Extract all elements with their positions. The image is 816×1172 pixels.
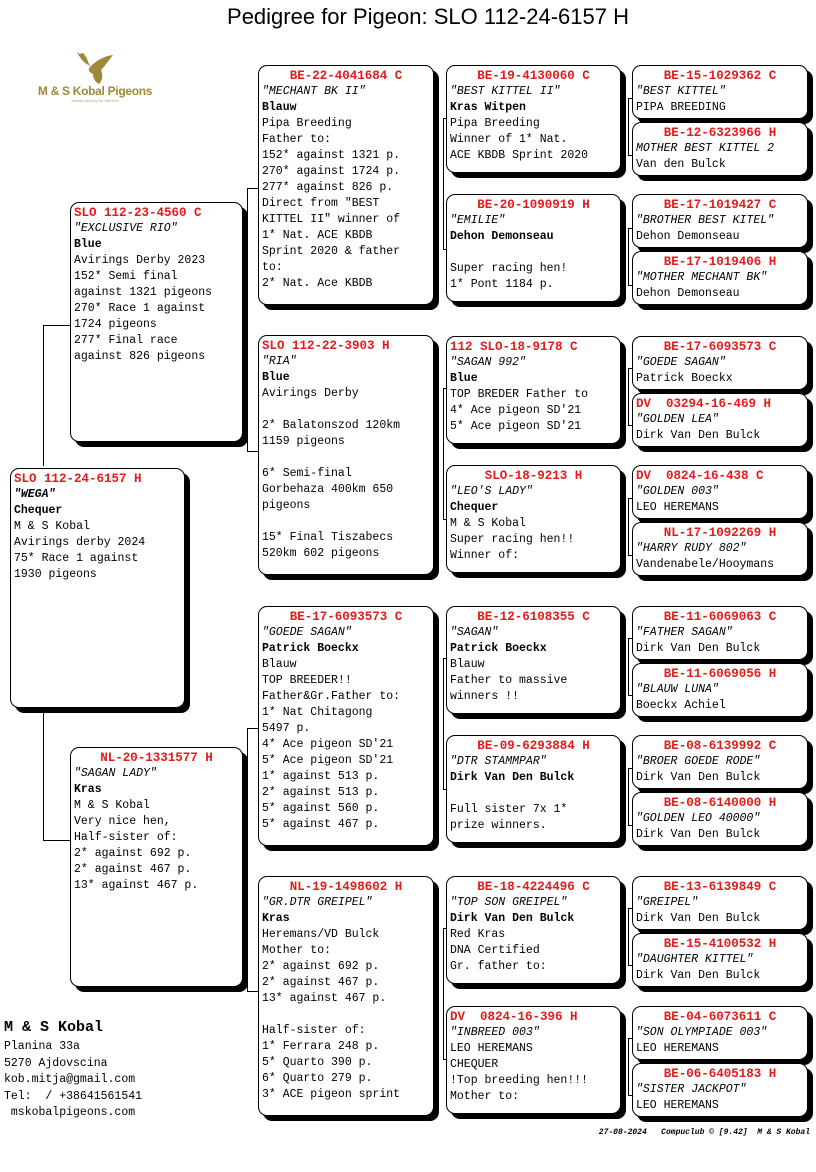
- ring-number: BE-09-6293884 H: [477, 739, 590, 753]
- info-line: 520km 602 pigeons: [262, 547, 380, 560]
- pigeon-color: Kras: [74, 783, 102, 796]
- pigeon-card-gg-grandparent[interactable]: [632, 465, 808, 519]
- info-line: M & S Kobal: [14, 520, 90, 533]
- pigeon-name: "GOLDEN LEA": [636, 413, 719, 426]
- pigeon-color: Chequer: [450, 501, 499, 514]
- pigeon-name: "TOP SON GREIPEL": [450, 896, 568, 909]
- ring-number: BE-15-4100532 H: [663, 937, 777, 951]
- pigeon-breeder: Patrick Boeckx: [636, 372, 733, 385]
- owner-address: [4, 1017, 142, 1122]
- info-line: [262, 514, 430, 530]
- pigeon-card-gg-grandparent[interactable]: [632, 933, 808, 987]
- address-line: 5270 Ajdovscina: [4, 1056, 108, 1070]
- info-line: TOP BREEDER!!: [262, 674, 352, 687]
- info-line: 277* against 826 p.: [262, 181, 394, 194]
- ring-number: BE-11-6069056 H: [663, 667, 777, 681]
- pigeon-name: "GREIPEL": [636, 896, 699, 909]
- info-line: Half-sister of:: [262, 1024, 366, 1037]
- pigeon-name: "EXCLUSIVE RIO": [74, 222, 178, 235]
- info-line: 5* against 467 p.: [262, 818, 380, 831]
- info-line: TOP BREDER Father to: [450, 388, 589, 401]
- pigeon-card-gg-grandparent[interactable]: [632, 1063, 808, 1117]
- pigeon-breeder: Dehon Demonseau: [450, 230, 554, 243]
- pigeon-breeder: Patrick Boeckx: [262, 642, 359, 655]
- pigeon-card-granddam-maternal[interactable]: [258, 876, 434, 1116]
- info-line: 152* Semi final: [74, 270, 178, 283]
- info-line: Winner of 1* Nat.: [450, 133, 568, 146]
- info-line: prize winners.: [450, 819, 547, 832]
- info-line: Full sister 7x 1*: [450, 803, 568, 816]
- info-line: 2* against 467 p.: [262, 976, 380, 989]
- pigeon-card-gg-grandparent[interactable]: [632, 336, 808, 390]
- pigeon-breeder: LEO HEREMANS: [636, 1099, 719, 1112]
- pigeon-breeder: LEO HEREMANS: [450, 1042, 533, 1055]
- dove-icon: [73, 52, 117, 86]
- pigeon-breeder: Dirk Van Den Bulck: [636, 912, 761, 925]
- info-line: [262, 450, 430, 466]
- logo-brand: M & S Kobal Pigeons: [37, 84, 153, 98]
- pigeon-breeder: Patrick Boeckx: [450, 642, 547, 655]
- pigeon-name: "WEGA": [14, 488, 56, 501]
- pigeon-card-great-grandparent[interactable]: [446, 606, 621, 714]
- ring-number: BE-08-6140000 H: [663, 796, 777, 810]
- pigeon-card-grandsire-maternal[interactable]: [258, 606, 434, 846]
- info-line: Father to massive: [450, 674, 568, 687]
- pigeon-card-great-grandparent[interactable]: [446, 735, 621, 843]
- pigeon-name: "SAGAN LADY": [74, 767, 157, 780]
- info-line: 2* against 692 p.: [262, 960, 380, 973]
- pigeon-breeder: Van den Bulck: [636, 158, 726, 171]
- pigeon-name: "HARRY RUDY 802": [636, 542, 747, 555]
- pigeon-name: "MOTHER MECHANT BK": [636, 271, 768, 284]
- pigeon-name: "GOLDEN 003": [636, 485, 719, 498]
- ring-number: 112 SLO-18-9178 C: [450, 340, 578, 354]
- owner-name: M & S Kobal: [4, 1019, 104, 1036]
- pigeon-breeder: Dirk Van Den Bulck: [636, 969, 761, 982]
- ring-number: DV 0824-16-438 C: [636, 469, 764, 483]
- pigeon-card-gg-grandparent[interactable]: [632, 251, 808, 305]
- info-line: 2* Balatonszod 120km: [262, 419, 401, 432]
- info-line: DNA Certified: [450, 944, 540, 957]
- info-line: ACE KBDB Sprint 2020: [450, 149, 589, 162]
- info-line: Winner of:: [450, 549, 520, 562]
- pigeon-card-sire[interactable]: [70, 202, 243, 442]
- info-line: 1* Ferrara 248 p.: [262, 1040, 380, 1053]
- pigeon-card-grandsire-paternal[interactable]: [258, 65, 434, 305]
- ring-number: BE-18-4224496 C: [477, 880, 590, 894]
- pigeon-card-gg-grandparent[interactable]: [632, 122, 808, 176]
- info-line: Pipa Breeding: [262, 117, 352, 130]
- info-line: 2* against 692 p.: [74, 847, 192, 860]
- info-line: Father to:: [262, 133, 332, 146]
- pigeon-color: Blue: [262, 371, 290, 384]
- pigeon-card-gg-grandparent[interactable]: [632, 522, 808, 576]
- info-line: 5* against 560 p.: [262, 802, 380, 815]
- pigeon-name: "GOEDE SAGAN": [636, 356, 726, 369]
- info-line: [262, 1007, 430, 1023]
- info-line: 1724 pigeons: [74, 318, 157, 331]
- info-line: winners !!: [450, 690, 520, 703]
- pigeon-card-great-grandparent[interactable]: [446, 194, 621, 302]
- info-line: Avirings Derby 2023: [74, 254, 206, 267]
- ring-number: BE-06-6405183 H: [663, 1067, 777, 1081]
- pigeon-color: Blue: [450, 372, 478, 385]
- info-line: 1* Pont 1184 p.: [450, 278, 554, 291]
- pigeon-card-great-grandparent[interactable]: [446, 336, 621, 444]
- info-line: Half-sister of:: [74, 831, 178, 844]
- pigeon-color: Kras Witpen: [450, 101, 526, 114]
- info-line: to:: [262, 261, 283, 274]
- info-line: Mother to:: [450, 1090, 520, 1103]
- info-line: M & S Kobal: [450, 517, 526, 530]
- info-line: pigeons: [262, 499, 311, 512]
- info-line: 152* against 1321 p.: [262, 149, 401, 162]
- info-line: Mother to:: [262, 944, 332, 957]
- pigeon-name: "SON OLYMPIADE 003": [636, 1026, 768, 1039]
- pigeon-name: "GOLDEN LEO 40000": [636, 812, 761, 825]
- info-line: 3* ACE pigeon sprint: [262, 1088, 401, 1101]
- info-line: 2* against 467 p.: [74, 863, 192, 876]
- info-line: 6* Semi-final: [262, 467, 352, 480]
- ring-number: NL-17-1092269 H: [663, 526, 777, 540]
- info-line: 2* against 513 p.: [262, 786, 380, 799]
- info-line: against 1321 pigeons: [74, 286, 213, 299]
- pigeon-breeder: Dirk Van Den Bulck: [636, 429, 761, 442]
- info-line: Very nice hen,: [74, 815, 171, 828]
- pigeon-name: "GOEDE SAGAN": [262, 626, 352, 639]
- info-line: Blauw: [450, 658, 485, 671]
- logo-tagline: Always striving for the best: [71, 98, 119, 103]
- pigeon-color: Blauw: [262, 101, 297, 114]
- pigeon-color: Chequer: [14, 504, 63, 517]
- info-line: 270* against 1724 p.: [262, 165, 401, 178]
- phone-line: Tel: / +38641561541: [4, 1089, 143, 1103]
- ring-number: BE-22-4041684 C: [289, 69, 403, 83]
- pigeon-name: "FATHER SAGAN": [636, 626, 733, 639]
- ring-number: SLO 112-23-4560 C: [74, 206, 202, 220]
- info-line: [450, 245, 617, 261]
- ring-number: SLO-18-9213 H: [484, 469, 583, 483]
- ring-number: NL-20-1331577 H: [100, 751, 213, 765]
- pigeon-card-gg-grandparent[interactable]: [632, 1006, 808, 1060]
- info-line: 4* Ace pigeon SD'21: [450, 404, 582, 417]
- info-line: 270* Race 1 against: [74, 302, 206, 315]
- pigeon-card-gg-grandparent[interactable]: [632, 792, 808, 846]
- info-line: 5* Ace pigeon SD'21: [262, 754, 394, 767]
- pigeon-name: "SAGAN 992": [450, 356, 526, 369]
- ring-number: BE-04-6073611 C: [663, 1010, 777, 1024]
- pigeon-name: "BEST KITTEL": [636, 85, 726, 98]
- info-line: 6* Quarto 279 p.: [262, 1072, 373, 1085]
- info-line: 277* Final race: [74, 334, 178, 347]
- ring-number: BE-12-6323966 H: [663, 126, 777, 140]
- info-line: 5* Ace pigeon SD'21: [450, 420, 582, 433]
- info-line: Pipa Breeding: [450, 117, 540, 130]
- info-line: M & S Kobal: [74, 799, 150, 812]
- info-line: Avirings Derby: [262, 387, 359, 400]
- info-line: Red Kras: [450, 928, 506, 941]
- ring-number: BE-17-6093573 C: [289, 610, 403, 624]
- pigeon-breeder: Dehon Demonseau: [636, 287, 740, 300]
- info-line: 4* Ace pigeon SD'21: [262, 738, 394, 751]
- ring-number: DV 03294-16-469 H: [636, 397, 772, 411]
- info-line: Direct from "BEST: [262, 197, 380, 210]
- info-line: Sprint 2020 & father: [262, 245, 401, 258]
- info-line: Blauw: [262, 658, 297, 671]
- pigeon-breeder: Dehon Demonseau: [636, 230, 740, 243]
- info-line: 5497 p.: [262, 722, 311, 735]
- pigeon-name: "BROTHER BEST KITEL": [636, 214, 775, 227]
- info-line: KITTEL II" winner of: [262, 213, 401, 226]
- pigeon-name: "SAGAN": [450, 626, 499, 639]
- ring-number: BE-17-1019427 C: [663, 198, 777, 212]
- ring-number: NL-19-1498602 H: [289, 880, 403, 894]
- pigeon-breeder: Dirk Van Den Bulck: [450, 912, 575, 925]
- ring-number: SLO 112-22-3903 H: [262, 339, 390, 353]
- pigeon-name: "LEO'S LADY": [450, 485, 533, 498]
- info-line: Gorbehaza 400km 650: [262, 483, 394, 496]
- ring-number: BE-08-6139992 C: [663, 739, 777, 753]
- pigeon-name: "BROER GOEDE RODE": [636, 755, 761, 768]
- address-line: Planina 33a: [4, 1040, 80, 1053]
- info-line: [262, 402, 430, 418]
- pigeon-card-subject[interactable]: [10, 468, 185, 708]
- pigeon-card-gg-grandparent[interactable]: [632, 606, 808, 660]
- pigeon-name: "BLAUW LUNA": [636, 683, 719, 696]
- ring-number: SLO 112-24-6157 H: [14, 472, 142, 486]
- pigeon-name: "DAUGHTER KITTEL": [636, 953, 754, 966]
- pigeon-name: "RIA": [262, 355, 297, 368]
- info-line: 15* Final Tiszabecs: [262, 531, 394, 544]
- email-link[interactable]: kob.mitja@gmail.com: [4, 1073, 136, 1086]
- pigeon-breeder: Dirk Van Den Bulck: [636, 828, 761, 841]
- info-line: Father&Gr.Father to:: [262, 690, 401, 703]
- pigeon-breeder: Dirk Van Den Bulck: [636, 642, 761, 655]
- pigeon-breeder: Dirk Van Den Bulck: [450, 771, 575, 784]
- logo: [30, 52, 160, 107]
- ring-number: BE-15-1029362 C: [663, 69, 777, 83]
- ring-number: BE-17-1019406 H: [663, 255, 777, 269]
- pigeon-color: Blue: [74, 238, 102, 251]
- pigeon-breeder: PIPA BREEDING: [636, 101, 726, 114]
- info-line: 1159 pigeons: [262, 435, 345, 448]
- pigeon-card-gg-grandparent[interactable]: [632, 65, 808, 119]
- info-line: Avirings derby 2024: [14, 536, 146, 549]
- info-line: 13* against 467 p.: [262, 992, 387, 1005]
- pigeon-card-great-grandparent[interactable]: [446, 876, 621, 984]
- pigeon-name: "BEST KITTEL II": [450, 85, 561, 98]
- pigeon-card-great-grandparent[interactable]: [446, 465, 621, 573]
- pigeon-card-gg-grandparent[interactable]: [632, 194, 808, 248]
- info-line: [450, 786, 617, 802]
- pigeon-breeder: Dirk Van Den Bulck: [636, 771, 761, 784]
- info-line: Gr. father to:: [450, 960, 547, 973]
- ring-number: BE-20-1090919 H: [477, 198, 590, 212]
- info-line: 1* Nat Chitagong: [262, 706, 373, 719]
- pigeon-name: "SISTER JACKPOT": [636, 1083, 747, 1096]
- pigeon-name: MOTHER BEST KITTEL 2: [636, 142, 775, 155]
- info-line: Super racing hen!: [450, 262, 568, 275]
- info-line: 2* Nat. Ace KBDB: [262, 277, 373, 290]
- pigeon-breeder: LEO HEREMANS: [636, 501, 719, 514]
- pigeon-card-great-grandparent[interactable]: [446, 65, 621, 173]
- pigeon-card-gg-grandparent[interactable]: [632, 663, 808, 717]
- connector-line: [43, 325, 72, 466]
- info-line: 5* Quarto 390 p.: [262, 1056, 373, 1069]
- info-line: 1930 pigeons: [14, 568, 97, 581]
- ring-number: BE-11-6069063 C: [663, 610, 777, 624]
- info-line: Heremans/VD Bulck: [262, 928, 380, 941]
- ring-number: BE-13-6139849 C: [663, 880, 777, 894]
- print-credit: 27-08-2024 Compuclub © [9.42] M & S Kobal: [598, 1128, 810, 1137]
- ring-number: BE-17-6093573 C: [663, 340, 777, 354]
- pigeon-breeder: Vandenabele/Hooymans: [636, 558, 775, 571]
- pigeon-card-granddam-paternal[interactable]: [258, 335, 434, 575]
- info-line: CHEQUER: [450, 1058, 499, 1071]
- pigeon-card-dam[interactable]: [70, 747, 243, 987]
- info-line: 1* Nat. ACE KBDB: [262, 229, 373, 242]
- info-line: Super racing hen!!: [450, 533, 575, 546]
- info-line: against 826 pigeons: [74, 350, 206, 363]
- pigeon-card-gg-grandparent[interactable]: [632, 876, 808, 930]
- info-line: 13* against 467 p.: [74, 879, 199, 892]
- pigeon-name: "INBREED 003": [450, 1026, 540, 1039]
- ring-number: BE-12-6108355 C: [477, 610, 590, 624]
- info-line: 75* Race 1 against: [14, 552, 139, 565]
- page-title: Pedigree for Pigeon: SLO 112-24-6157 H: [227, 4, 629, 29]
- info-line: 1* against 513 p.: [262, 770, 380, 783]
- pigeon-card-great-grandparent[interactable]: [446, 1006, 621, 1114]
- pigeon-card-gg-grandparent[interactable]: [632, 735, 808, 789]
- info-line: !Top breeding hen!!!: [450, 1074, 589, 1087]
- pigeon-name: "GR.DTR GREIPEL": [262, 896, 373, 909]
- website-link[interactable]: mskobalpigeons.com: [4, 1106, 136, 1119]
- ring-number: DV 0824-16-396 H: [450, 1010, 578, 1024]
- pigeon-name: "MECHANT BK II": [262, 85, 366, 98]
- connector-line: [43, 712, 72, 841]
- pigeon-breeder: Boeckx Achiel: [636, 699, 726, 712]
- pigeon-name: "DTR STAMMPAR": [450, 755, 547, 768]
- pigeon-breeder: LEO HEREMANS: [636, 1042, 719, 1055]
- ring-number: BE-19-4130060 C: [477, 69, 590, 83]
- pigeon-color: Kras: [262, 912, 290, 925]
- pigeon-name: "EMILIE": [450, 214, 506, 227]
- pigeon-card-gg-grandparent[interactable]: [632, 393, 808, 447]
